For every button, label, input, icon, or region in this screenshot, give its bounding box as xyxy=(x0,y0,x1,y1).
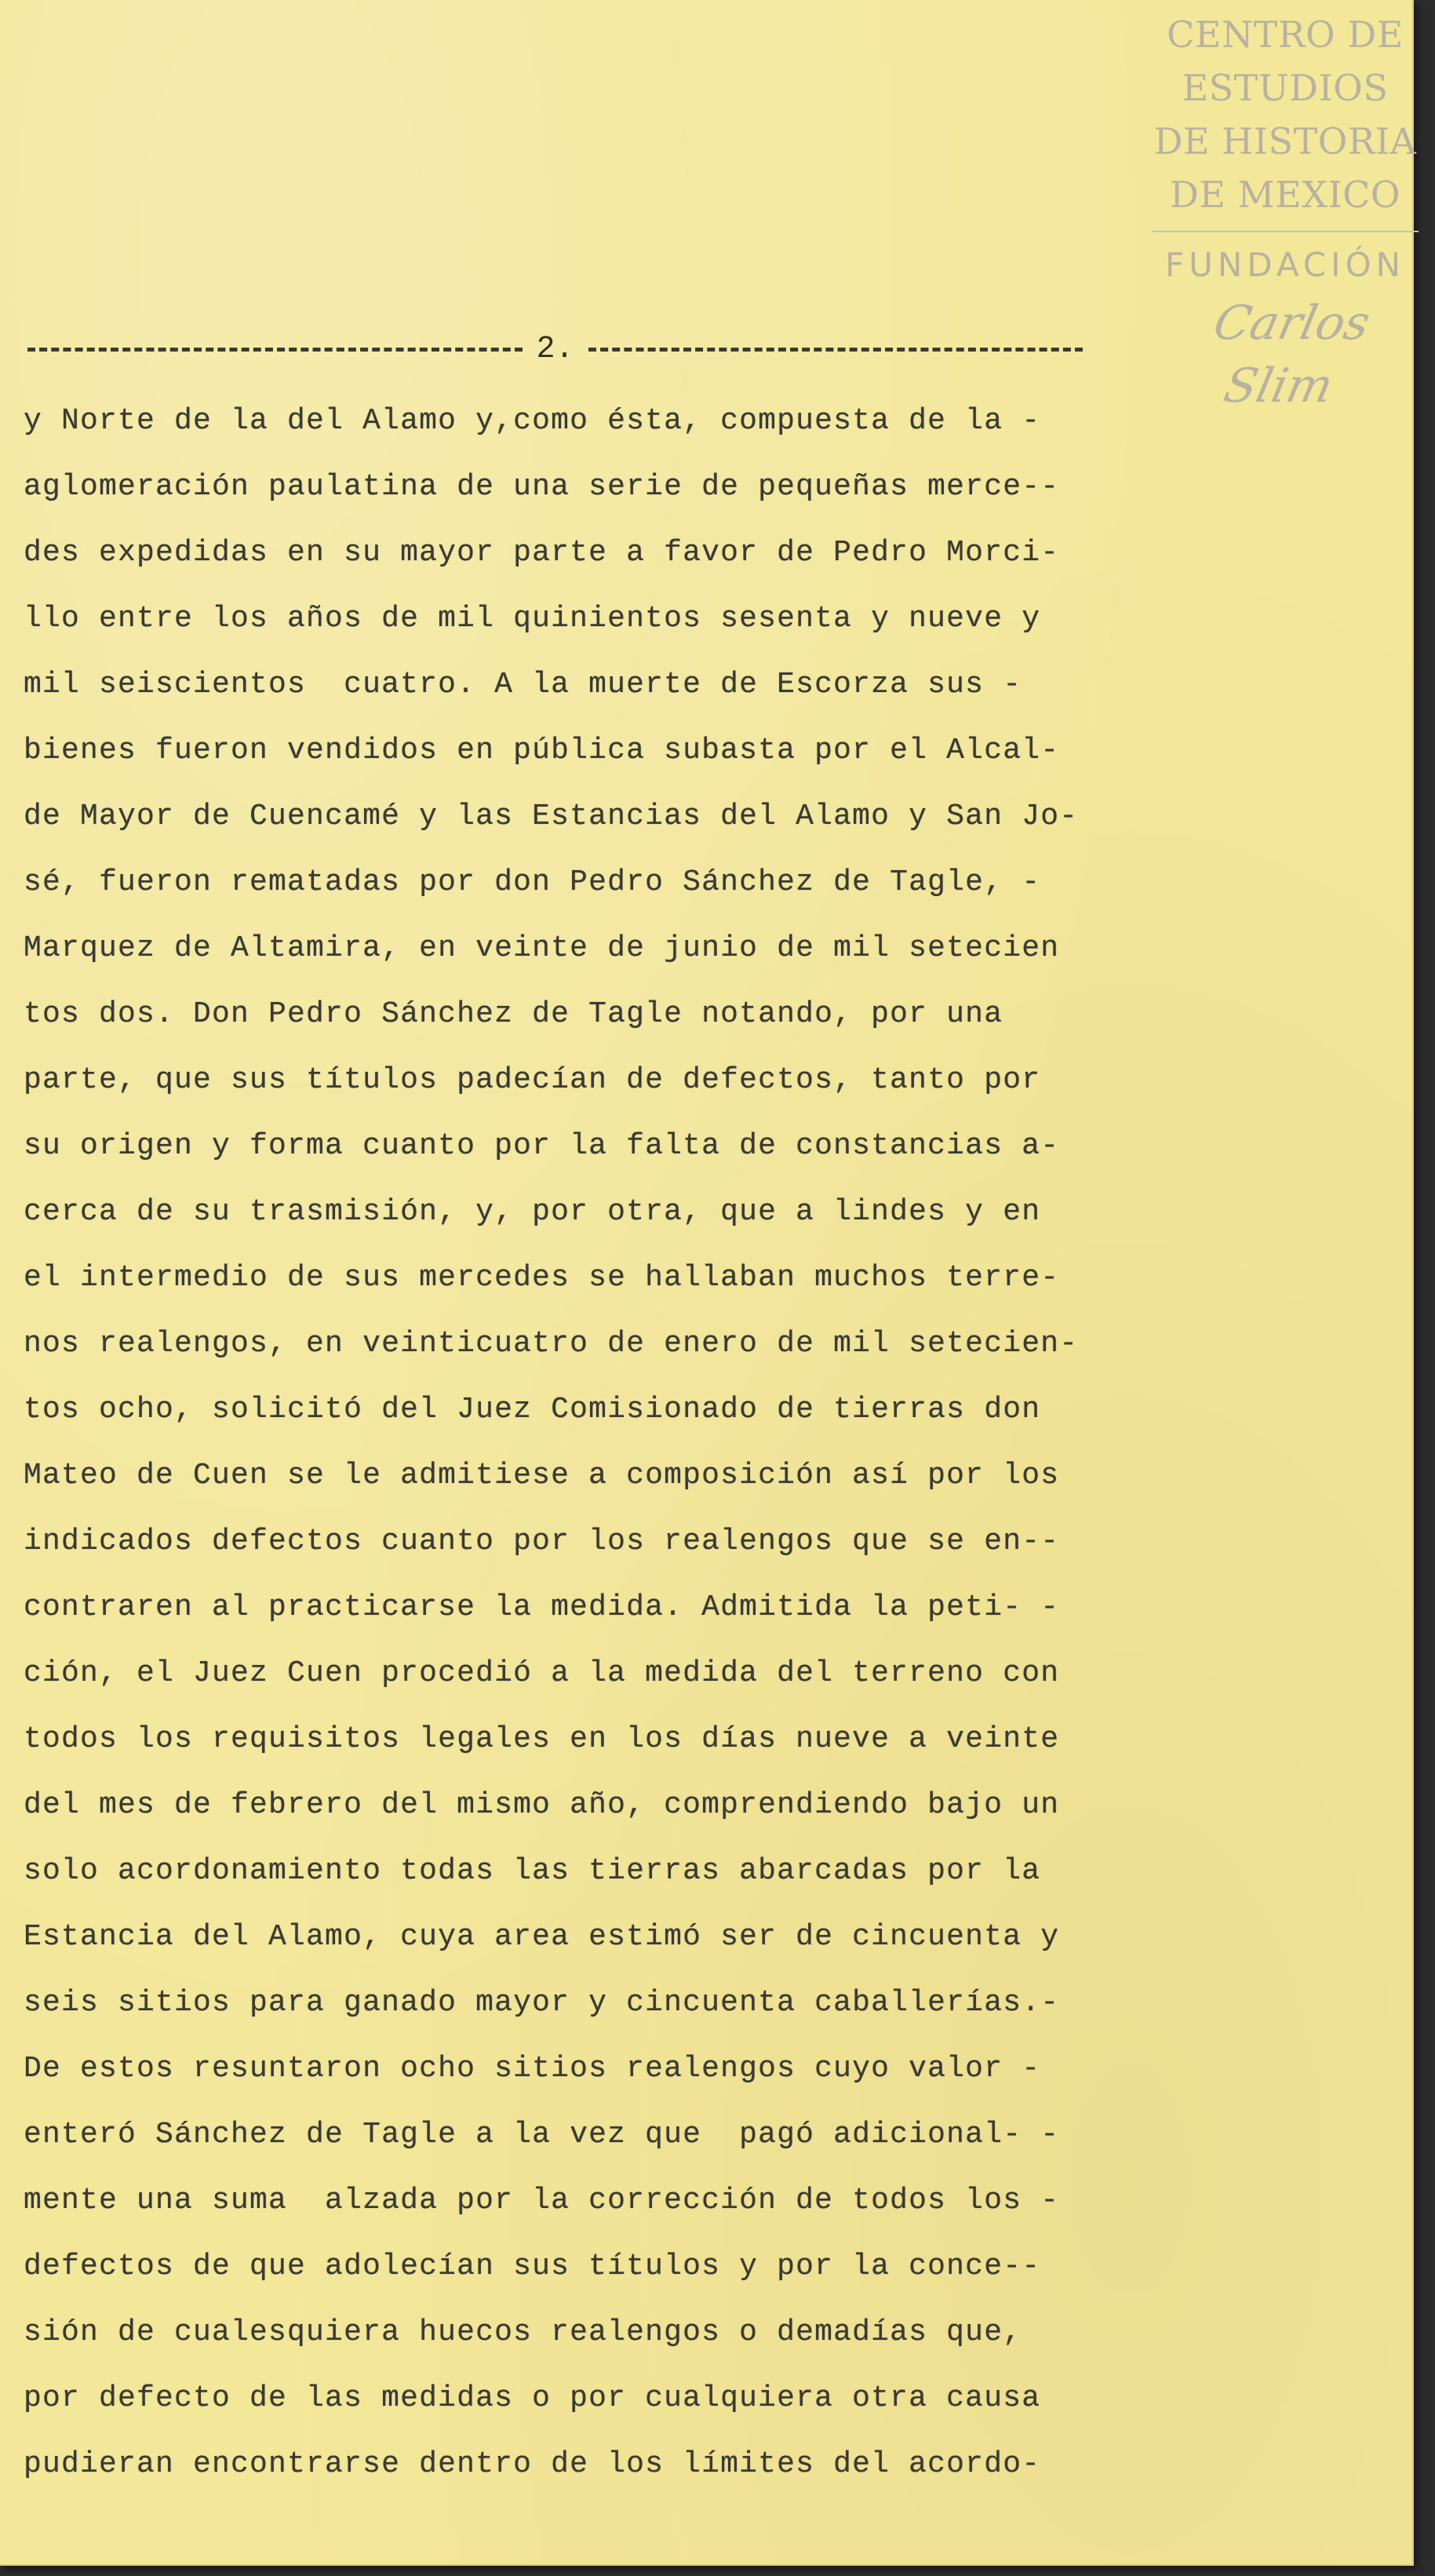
page-header xyxy=(27,326,1083,373)
text-line: su origen y forma cuanto por la falta de constancias a- xyxy=(24,1129,1060,1163)
text-line: ción, el Juez Cuen procedió a la medida del terreno con xyxy=(24,1656,1060,1690)
text-line: aglomeración paulatina de una serie de pequeñas merce-- xyxy=(24,470,1060,504)
text-line: por defecto de las medidas o por cualquiera otra causa xyxy=(24,2381,1041,2415)
header-dash-left xyxy=(27,348,523,352)
text-line: y Norte de la del Alamo y,como ésta, compuesta de la - xyxy=(24,404,1041,438)
text-line: solo acordonamiento todas las tierras abarcadas por la xyxy=(24,1854,1041,1888)
typed-body-text xyxy=(24,388,1106,2498)
text-line: Marquez de Altamira, en veinte de junio de mil setecien xyxy=(24,931,1060,965)
text-line: sión de cualesquiera huecos realengos o demadías que, xyxy=(24,2315,1022,2349)
header-dash-right xyxy=(588,348,1084,352)
text-line: el intermedio de sus mercedes se hallaban muchos terre- xyxy=(24,1261,1060,1295)
text-line: llo entre los años de mil quinientos sesenta y nueve y xyxy=(24,602,1041,636)
text-line: sé, fueron rematadas por don Pedro Sánchez de Tagle, - xyxy=(24,865,1041,899)
text-line: mente una suma alzada por la corrección de todos los - xyxy=(24,2184,1060,2217)
watermark-line: CENTRO DE xyxy=(1167,13,1404,56)
watermark-line: DE MEXICO xyxy=(1169,173,1401,216)
watermark-line: DE HISTORIA xyxy=(1153,120,1417,162)
text-line: parte, que sus títulos padecían de defectos, tanto por xyxy=(24,1063,1041,1097)
watermark-signature: Carlos Slim xyxy=(1208,296,1375,414)
text-line: de Mayor de Cuencamé y las Estancias del Alamo y San Jo- xyxy=(24,800,1079,833)
text-line: del mes de febrero del mismo año, comprendiendo bajo un xyxy=(24,1788,1060,1822)
text-line: indicados defectos cuanto por los realengos que se en-- xyxy=(24,1525,1060,1558)
text-line: defectos de que adolecían sus títulos y por la conce-- xyxy=(24,2250,1041,2283)
page-number: 2. xyxy=(536,331,574,367)
text-line: seis sitios para ganado mayor y cincuenta caballerías.- xyxy=(24,1986,1060,2020)
text-line: Estancia del Alamo, cuya area estimó ser de cincuenta y xyxy=(24,1920,1060,1954)
text-line: pudieran encontrarse dentro de los límites del acordo- xyxy=(24,2447,1041,2481)
text-line: bienes fueron vendidos en pública subasta por el Alcal- xyxy=(24,734,1060,767)
watermark-divider xyxy=(1152,231,1419,232)
text-line: tos dos. Don Pedro Sánchez de Tagle notando, por una xyxy=(24,997,1003,1031)
foundation-watermark xyxy=(1152,8,1419,417)
text-line: mil seiscientos cuatro. A la muerte de Escorza sus - xyxy=(24,668,1022,701)
text-line: De estos resuntaron ocho sitios realengos cuyo valor - xyxy=(24,2052,1041,2086)
watermark-foundation: FUNDACIÓN xyxy=(1164,246,1406,284)
text-line: cerca de su trasmisión, y, por otra, que a lindes y en xyxy=(24,1195,1041,1229)
text-line: nos realengos, en veinticuatro de enero de mil setecien- xyxy=(24,1327,1079,1361)
text-line: contraren al practicarse la medida. Admitida la peti- - xyxy=(24,1590,1060,1624)
watermark-line: ESTUDIOS xyxy=(1182,67,1389,109)
text-line: des expedidas en su mayor parte a favor de Pedro Morci- xyxy=(24,536,1060,570)
text-line: enteró Sánchez de Tagle a la vez que pagó adicional- - xyxy=(24,2118,1060,2152)
text-line: todos los requisitos legales en los días nueve a veinte xyxy=(24,1722,1060,1756)
text-line: tos ocho, solicitó del Juez Comisionado de tierras don xyxy=(24,1393,1041,1426)
text-line: Mateo de Cuen se le admitiese a composición así por los xyxy=(24,1459,1060,1492)
